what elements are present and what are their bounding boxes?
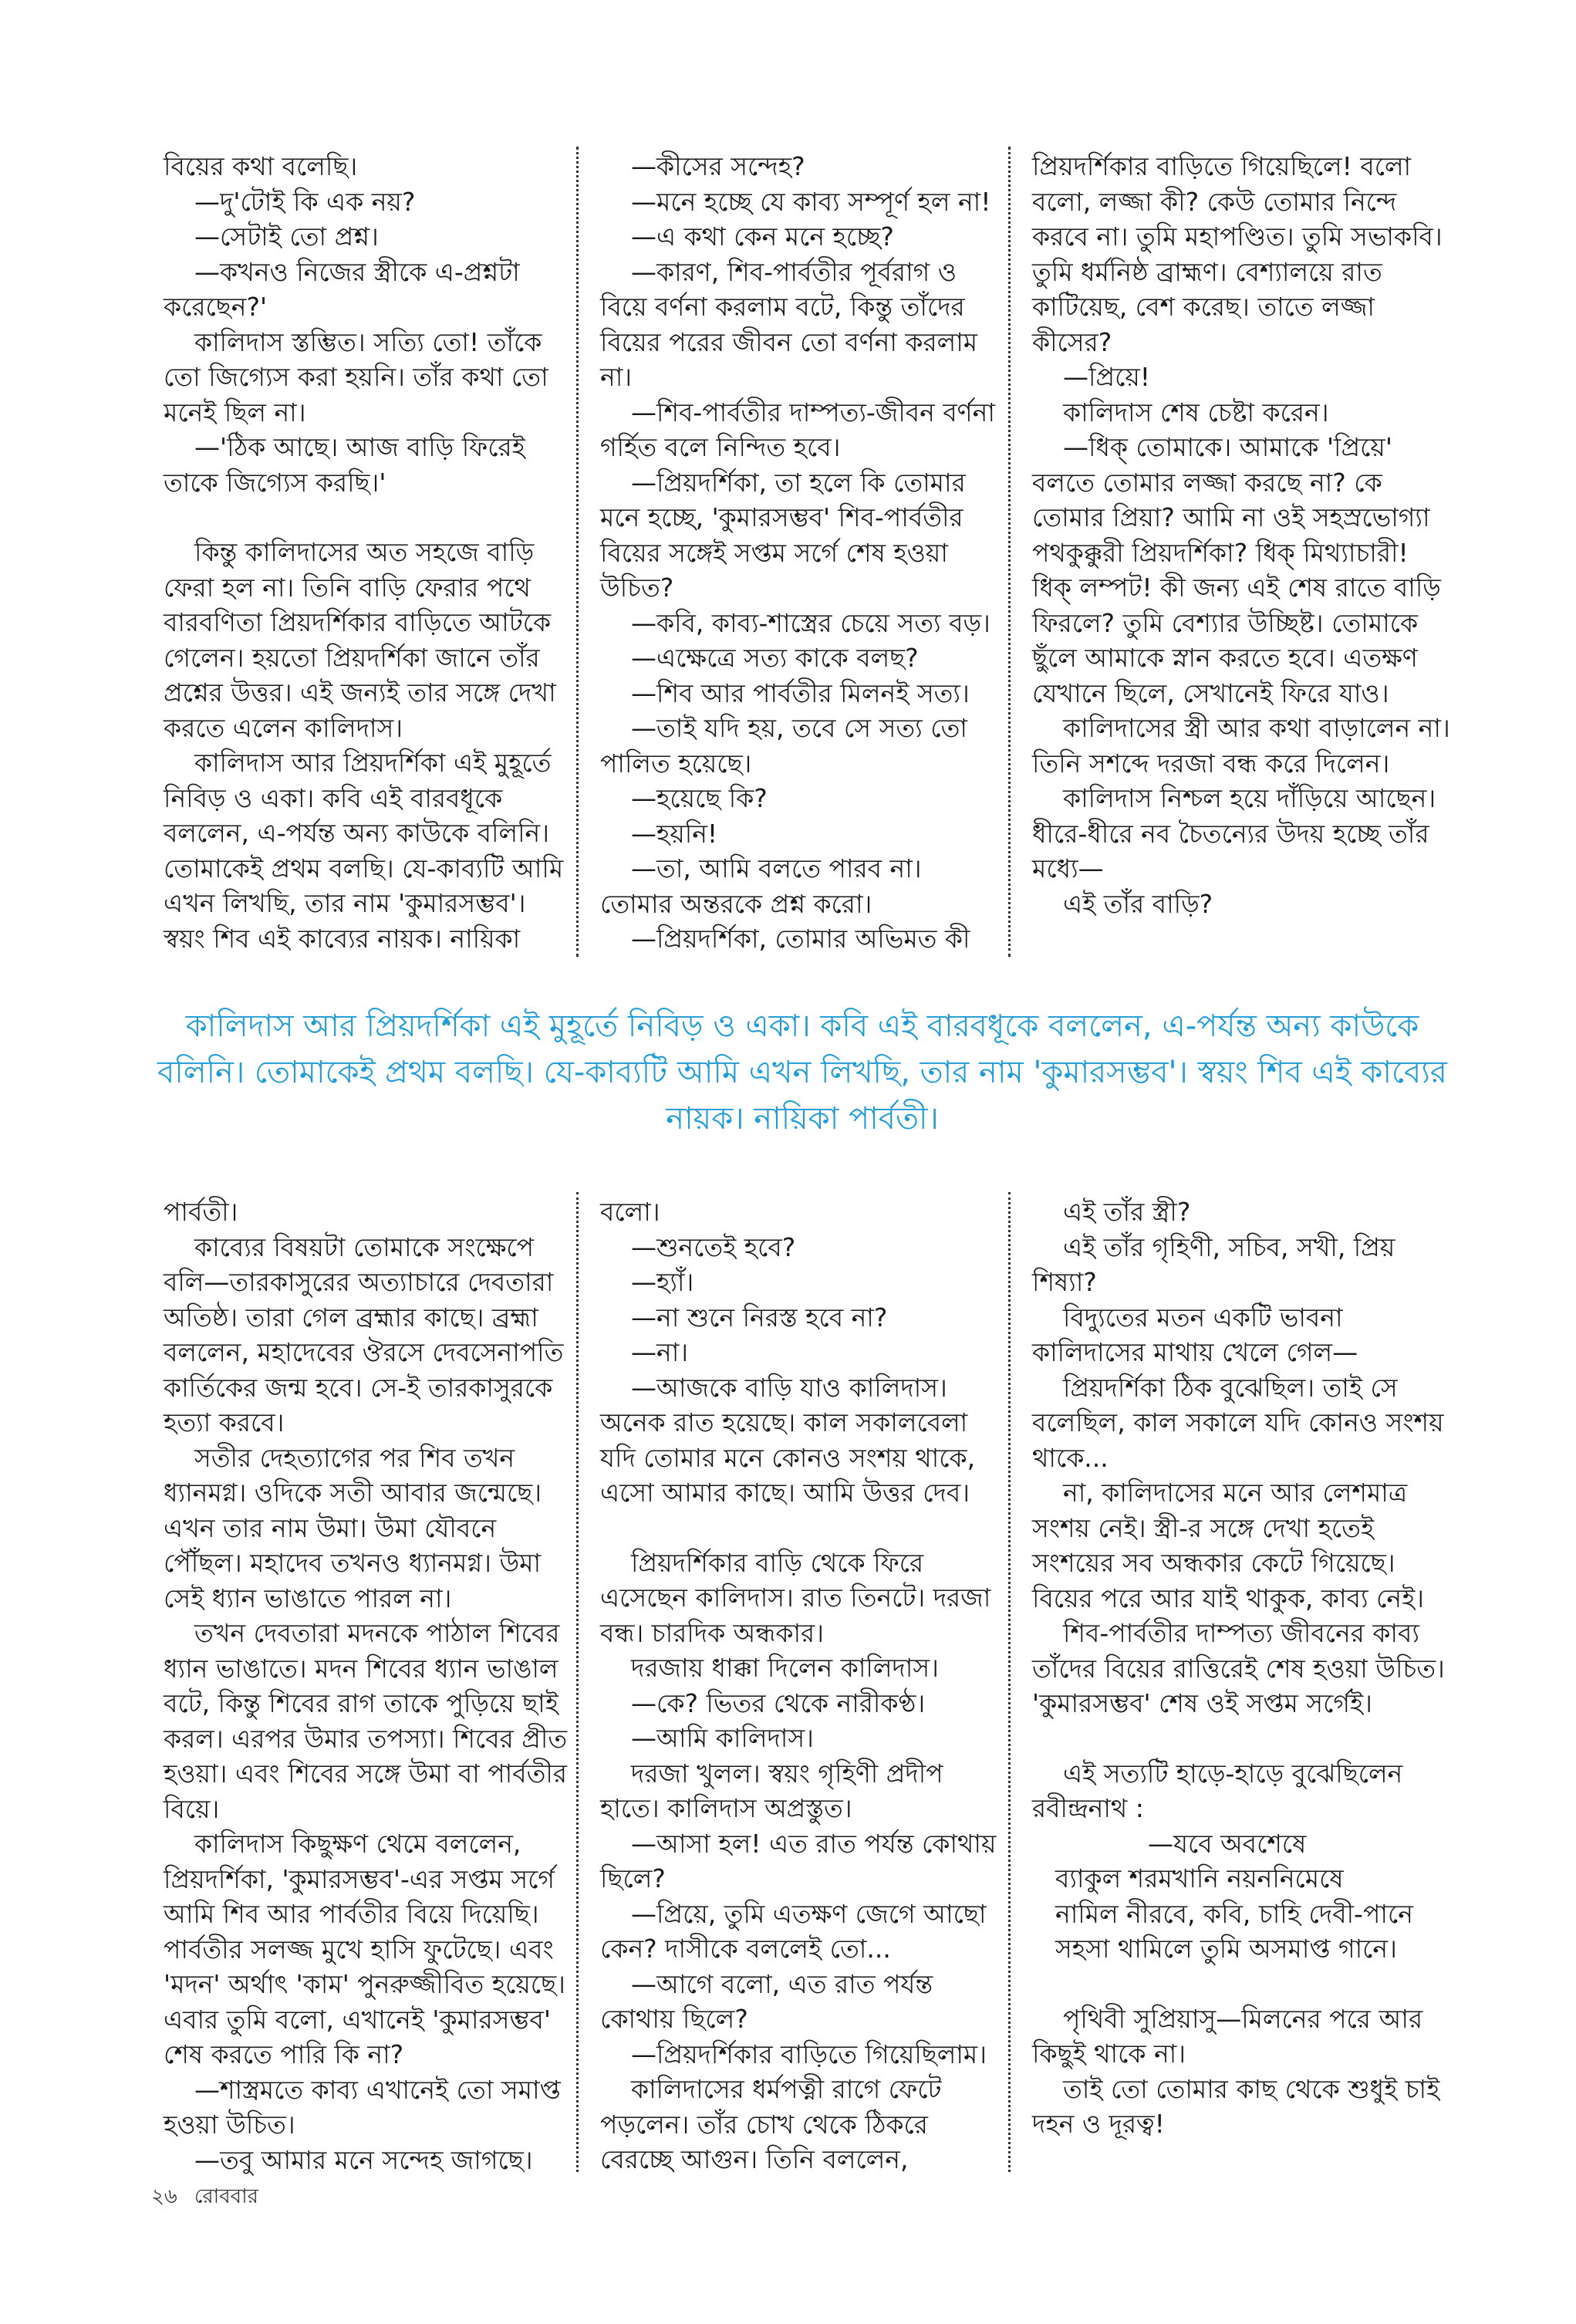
paragraph: কালিদাস কিছুক্ষণ থেমে বললেন, প্রিয়দর্শিকা, 'কুমারসম্ভব'-এর সপ্তম সর্গে আমি শিব আর পার্বতীর বিয়ে দিয়েছি। পার্বতীর সলজ্জ মুখে হাসি ফুটেছে। এবং 'মদন' অর্থাৎ 'কাম' পুনরুজ্জীবিত হয়েছে। এবার তুমি বলো, এখানেই 'কুমারসম্ভব' শেষ করতে পারি কি না? [164, 1829, 565, 2069]
paragraph: পৃথিবী সুপ্রিয়াসু—মিলনের পরে আর কিছুই থাকে না। [1032, 2003, 1423, 2069]
paragraph: —কখনও নিজের স্ত্রীকে এ-প্রশ্নটা করেছেন?' [164, 256, 520, 322]
paragraph: শিব-পার্বতীর দাম্পত্য জীবনের কাব্য তাঁদের বিয়ের রাত্তিরেই শেষ হওয়া উচিত। 'কুমারসম্ভব' শেষ ওই সপ্তম সর্গেই। [1032, 1618, 1445, 1718]
paragraph: এই তাঁর স্ত্রী? [1063, 1197, 1191, 1227]
poem-line: নামিল নীরবে, কবি, চাহি দেবী-পানে [1055, 1898, 1413, 1929]
paragraph: এই সত্যটি হাড়ে-হাড়ে বুঝেছিলেন রবীন্দ্রনাথ : [1032, 1758, 1403, 1823]
paragraph: —কে? ভিতর থেকে নারীকণ্ঠ। [631, 1687, 926, 1718]
paragraph: কালিদাস শেষ চেষ্টা করেন। [1063, 397, 1329, 427]
top-column-3 [1032, 149, 1453, 921]
paragraph: —ধিক্ তোমাকে। আমাকে 'প্রিয়ে' বলতে তোমার লজ্জা করছে না? কে তোমার প্রিয়া? আমি না ওই সহস্রভোগ্যা পথকুক্কুরী প্রিয়দর্শিকা? ধিক্ মিথ্যাচারী! ধিক্ লম্পট! কী জন্য এই শেষ রাতে বাড়ি ফিরলে? তুমি বেশ্যার উচ্ছিষ্ট। তোমাকে ছুঁলে আমাকে স্নান করতে হবে। এতক্ষণ যেখানে ছিলে, সেখানেই ফিরে যাও। [1032, 432, 1441, 708]
bottom-column-1 [164, 1194, 569, 2177]
paragraph: —তা, আমি বলতে পারব না। তোমার অন্তরকে প্রশ্ন করো। [600, 853, 922, 919]
paragraph: দরজায় ধাক্কা দিলেন কালিদাস। [631, 1653, 939, 1683]
paragraph: —দু'টোই কি এক নয়? [194, 186, 416, 217]
paragraph: —তাই যদি হয়, তবে সে সত্য তো পালিত হয়েছে। [600, 713, 967, 779]
paragraph: কালিদাসের ধর্মপত্নী রাগে ফেটে পড়লেন। তাঁর চোখ থেকে ঠিকরে বেরচ্ছে আগুন। তিনি বললেন, [600, 2074, 942, 2174]
paragraph: দরজা খুলল। স্বয়ং গৃহিণী প্রদীপ হাতে। কালিদাস অপ্রস্তুত। [600, 1758, 943, 1823]
paragraph: —শাস্ত্রমতে কাব্য এখানেই তো সমাপ্ত হওয়া উচিত। [164, 2074, 561, 2140]
paragraph: তখন দেবতারা মদনকে পাঠাল শিবের ধ্যান ভাঙাতে। মদন শিবের ধ্যান ভাঙাল বটে, কিন্তু শিবের রাগ তাকে পুড়িয়ে ছাই করল। এরপর উমার তপস্যা। শিবের প্রীত হওয়া। এবং শিবের সঙ্গে উমা বা পার্বতীর বিয়ে। [164, 1618, 568, 1824]
bottom-column-3 [1032, 1194, 1453, 2142]
paragraph: —শিব আর পার্বতীর মিলনই সত্য। [631, 677, 970, 708]
paragraph: —প্রিয়দর্শিকা, তোমার অভিমত কী [631, 924, 970, 954]
paragraph: —কীসের সন্দেহ? [631, 151, 805, 181]
poem-line: ব্যাকুল শরমখানি নয়ননিমেষে [1055, 1863, 1344, 1893]
paragraph: সতীর দেহত্যাগের পর শিব তখন ধ্যানমগ্ন। ওদিকে সতী আবার জন্মেছে। এখন তার নাম উমা। উমা যৌবনে পৌঁছল। মহাদেব তখনও ধ্যানমগ্ন। উমা সেই ধ্যান ভাঙাতে পারল না। [164, 1442, 542, 1613]
paragraph: এই তাঁর বাড়ি? [1063, 888, 1213, 919]
paragraph: কালিদাস নিশ্চল হয়ে দাঁড়িয়ে আছেন। ধীরে-ধীরে নব চৈতন্যের উদয় হচ্ছে তাঁর মধ্যে— [1032, 783, 1436, 883]
paragraph: কালিদাস স্তম্ভিত। সত্যি তো! তাঁকে তো জিগ্যেস করা হয়নি। তাঁর কথা তো মনেই ছিল না। [164, 326, 548, 427]
paragraph: —প্রিয়দর্শিকার বাড়িতে গিয়েছিলাম। [631, 2039, 987, 2069]
paragraph: —কারণ, শিব-পার্বতীর পূর্বরাগ ও বিয়ে বর্ণনা করলাম বটে, কিন্তু তাঁদের বিয়ের পরের জীবন তো বর্ণনা করলাম না। [600, 256, 978, 392]
paragraph: বলো। [600, 1197, 660, 1227]
paragraph: প্রিয়দর্শিকার বাড়ি থেকে ফিরে এসেছেন কালিদাস। রাত তিনটে। দরজা বন্ধ। চারদিক অন্ধকার। [600, 1547, 991, 1648]
paragraph: —কবি, কাব্য-শাস্ত্রের চেয়ে সত্য বড়। [631, 607, 990, 638]
paragraph: —হয়েছে কি? [631, 783, 768, 813]
poem-quote [1032, 1826, 1453, 1967]
top-column-1 [164, 149, 569, 956]
paragraph: —না। [631, 1337, 689, 1367]
paragraph: —তবু আমার মনে সন্দেহ জাগছে। [194, 2144, 533, 2175]
pull-quote: কালিদাস আর প্রিয়দর্শিকা এই মুহূর্তে নিবিড় ও একা। কবি এই বারবধূকে বললেন, এ-পর্যন্ত অন্য কাউকে বলিনি। তোমাকেই প্রথম বলছি। যে-কাব্যটি আমি এখন লিখছি, তার নাম 'কুমারসম্ভব'। স্বয়ং শিব এই কাব্যের নায়ক। নায়িকা পার্বতী। [157, 1008, 1447, 1137]
paragraph: —আমি কালিদাস। [631, 1723, 814, 1753]
paragraph: প্রিয়দর্শিকার বাড়িতে গিয়েছিলে! বলো বলো, লজ্জা কী? কেউ তোমার নিন্দে করবে না। তুমি মহাপণ্ডিত। তুমি সভাকবি। তুমি ধর্মনিষ্ঠ ব্রাহ্মণ। বেশ্যালয়ে রাত কাটিয়েছ, বেশ করেছ। তাতে লজ্জা কীসের? [1032, 151, 1443, 357]
paragraph: —আগে বলো, এত রাত পর্যন্ত কোথায় ছিলে? [600, 1968, 933, 2034]
col3-prose [1032, 1194, 1453, 1826]
page-number: ২৬ [151, 2185, 177, 2208]
col3-ending [1032, 2001, 1453, 2142]
paragraph: তাই তো তোমার কাছ থেকে শুধুই চাই দহন ও দূরত্ব! [1032, 2073, 1440, 2139]
paragraph: পার্বতী। [164, 1197, 238, 1227]
paragraph: —মনে হচ্ছে যে কাব্য সম্পূর্ণ হল না! [631, 186, 991, 217]
magazine-name: রোববার [194, 2185, 258, 2208]
paragraph: —প্রিয়ে! [1063, 362, 1151, 392]
paragraph: —প্রিয়ে, তুমি এতক্ষণ জেগে আছো কেন? দাসীকে বললেই তো... [600, 1898, 987, 1964]
paragraph: এই তাঁর গৃহিণী, সচিব, সখী, প্রিয় শিষ্যা? [1032, 1231, 1395, 1297]
top-column-2 [600, 149, 1001, 957]
column-divider [1008, 147, 1011, 957]
paragraph: —প্রিয়দর্শিকা, তা হলে কি তোমার মনে হচ্ছে, 'কুমারসম্ভব' শিব-পার্বতীর বিয়ের সঙ্গেই সপ্তম সর্গে শেষ হওয়া উচিত? [600, 467, 966, 603]
paragraph: কালিদাসের স্ত্রী আর কথা বাড়ালেন না। তিনি সশব্দে দরজা বন্ধ করে দিলেন। [1032, 713, 1450, 779]
paragraph: —এ কথা কেন মনে হচ্ছে? [631, 221, 894, 252]
paragraph: —হ্যাঁ। [631, 1267, 694, 1297]
poem-line: —যবে অবশেষে [1148, 1828, 1307, 1859]
paragraph: কালিদাস আর প্রিয়দর্শিকা এই মুহূর্তে নিবিড় ও একা। কবি এই বারবধূকে বললেন, এ-পর্যন্ত অন্য কাউকে বলিনি। তোমাকেই প্রথম বলছি। যে-কাব্যটি আমি এখন লিখছি, তার নাম 'কুমারসম্ভব'। স্বয়ং শিব এই কাব্যের নায়ক। নায়িকা [164, 748, 564, 954]
paragraph: —শুনতেই হবে? [631, 1231, 796, 1262]
bottom-column-2 [600, 1194, 1001, 2177]
paragraph: —না শুনে নিরস্ত হবে না? [631, 1302, 888, 1333]
paragraph: কিন্তু কালিদাসের অত সহজে বাড়ি ফেরা হল না। তিনি বাড়ি ফেরার পথে বারবণিতা প্রিয়দর্শিকার বাড়িতে আটকে গেলেন। হয়তো প্রিয়দর্শিকা জানে তাঁর প্রশ্নের উত্তর। এই জন্যই তার সঙ্গে দেখা করতে এলেন কালিদাস। [164, 537, 556, 743]
paragraph: না, কালিদাসের মনে আর লেশমাত্র সংশয় নেই। স্ত্রী-র সঙ্গে দেখা হতেই সংশয়ের সব অন্ধকার কেটে গিয়েছে। বিয়ের পরে আর যাই থাকুক, কাব্য নেই। [1032, 1478, 1425, 1613]
column-divider [1008, 1192, 1011, 2172]
paragraph: —সেটাই তো প্রশ্ন। [194, 221, 379, 252]
paragraph: —'ঠিক আছে। আজ বাড়ি ফিরেই তাকে জিগ্যেস করছি।' [164, 432, 525, 498]
paragraph: —এক্ষেত্রে সত্য কাকে বলছ? [631, 643, 919, 673]
paragraph: —আসা হল! এত রাত পর্যন্ত কোথায় ছিলে? [600, 1828, 997, 1893]
paragraph: —শিব-পার্বতীর দাম্পত্য-জীবন বর্ণনা গর্হিত বলে নিন্দিত হবে। [600, 397, 995, 462]
column-divider [576, 147, 579, 957]
paragraph: বিদ্যুতের মতন একটি ভাবনা কালিদাসের মাথায় খেলে গেল— [1032, 1302, 1358, 1367]
poem-line: সহসা থামিলে তুমি অসমাপ্ত গানে। [1055, 1934, 1397, 1964]
paragraph: প্রিয়দর্শিকা ঠিক বুঝেছিল। তাই সে বলেছিল, কাল সকালে যদি কোনও সংশয় থাকে... [1032, 1372, 1444, 1473]
column-divider [576, 1192, 579, 2172]
page-footer [151, 2180, 275, 2214]
paragraph: বিয়ের কথা বলেছি। [164, 151, 358, 181]
paragraph: —আজকে বাড়ি যাও কালিদাস। অনেক রাত হয়েছে। কাল সকালবেলা যদি তোমার মনে কোনও সংশয় থাকে, এসো আমার কাছে। আমি উত্তর দেব। [600, 1372, 976, 1508]
paragraph: —হয়নি! [631, 818, 718, 849]
paragraph: কাব্যের বিষয়টা তোমাকে সংক্ষেপে বলি—তারকাসুরের অত্যাচারে দেবতারা অতিষ্ঠ। তারা গেল ব্রহ্মার কাছে। ব্রহ্মা বললেন, মহাদেবের ঔরসে দেবসেনাপতি কার্তিকের জন্ম হবে। সে-ই তারকাসুরকে হত্যা করবে। [164, 1231, 564, 1437]
